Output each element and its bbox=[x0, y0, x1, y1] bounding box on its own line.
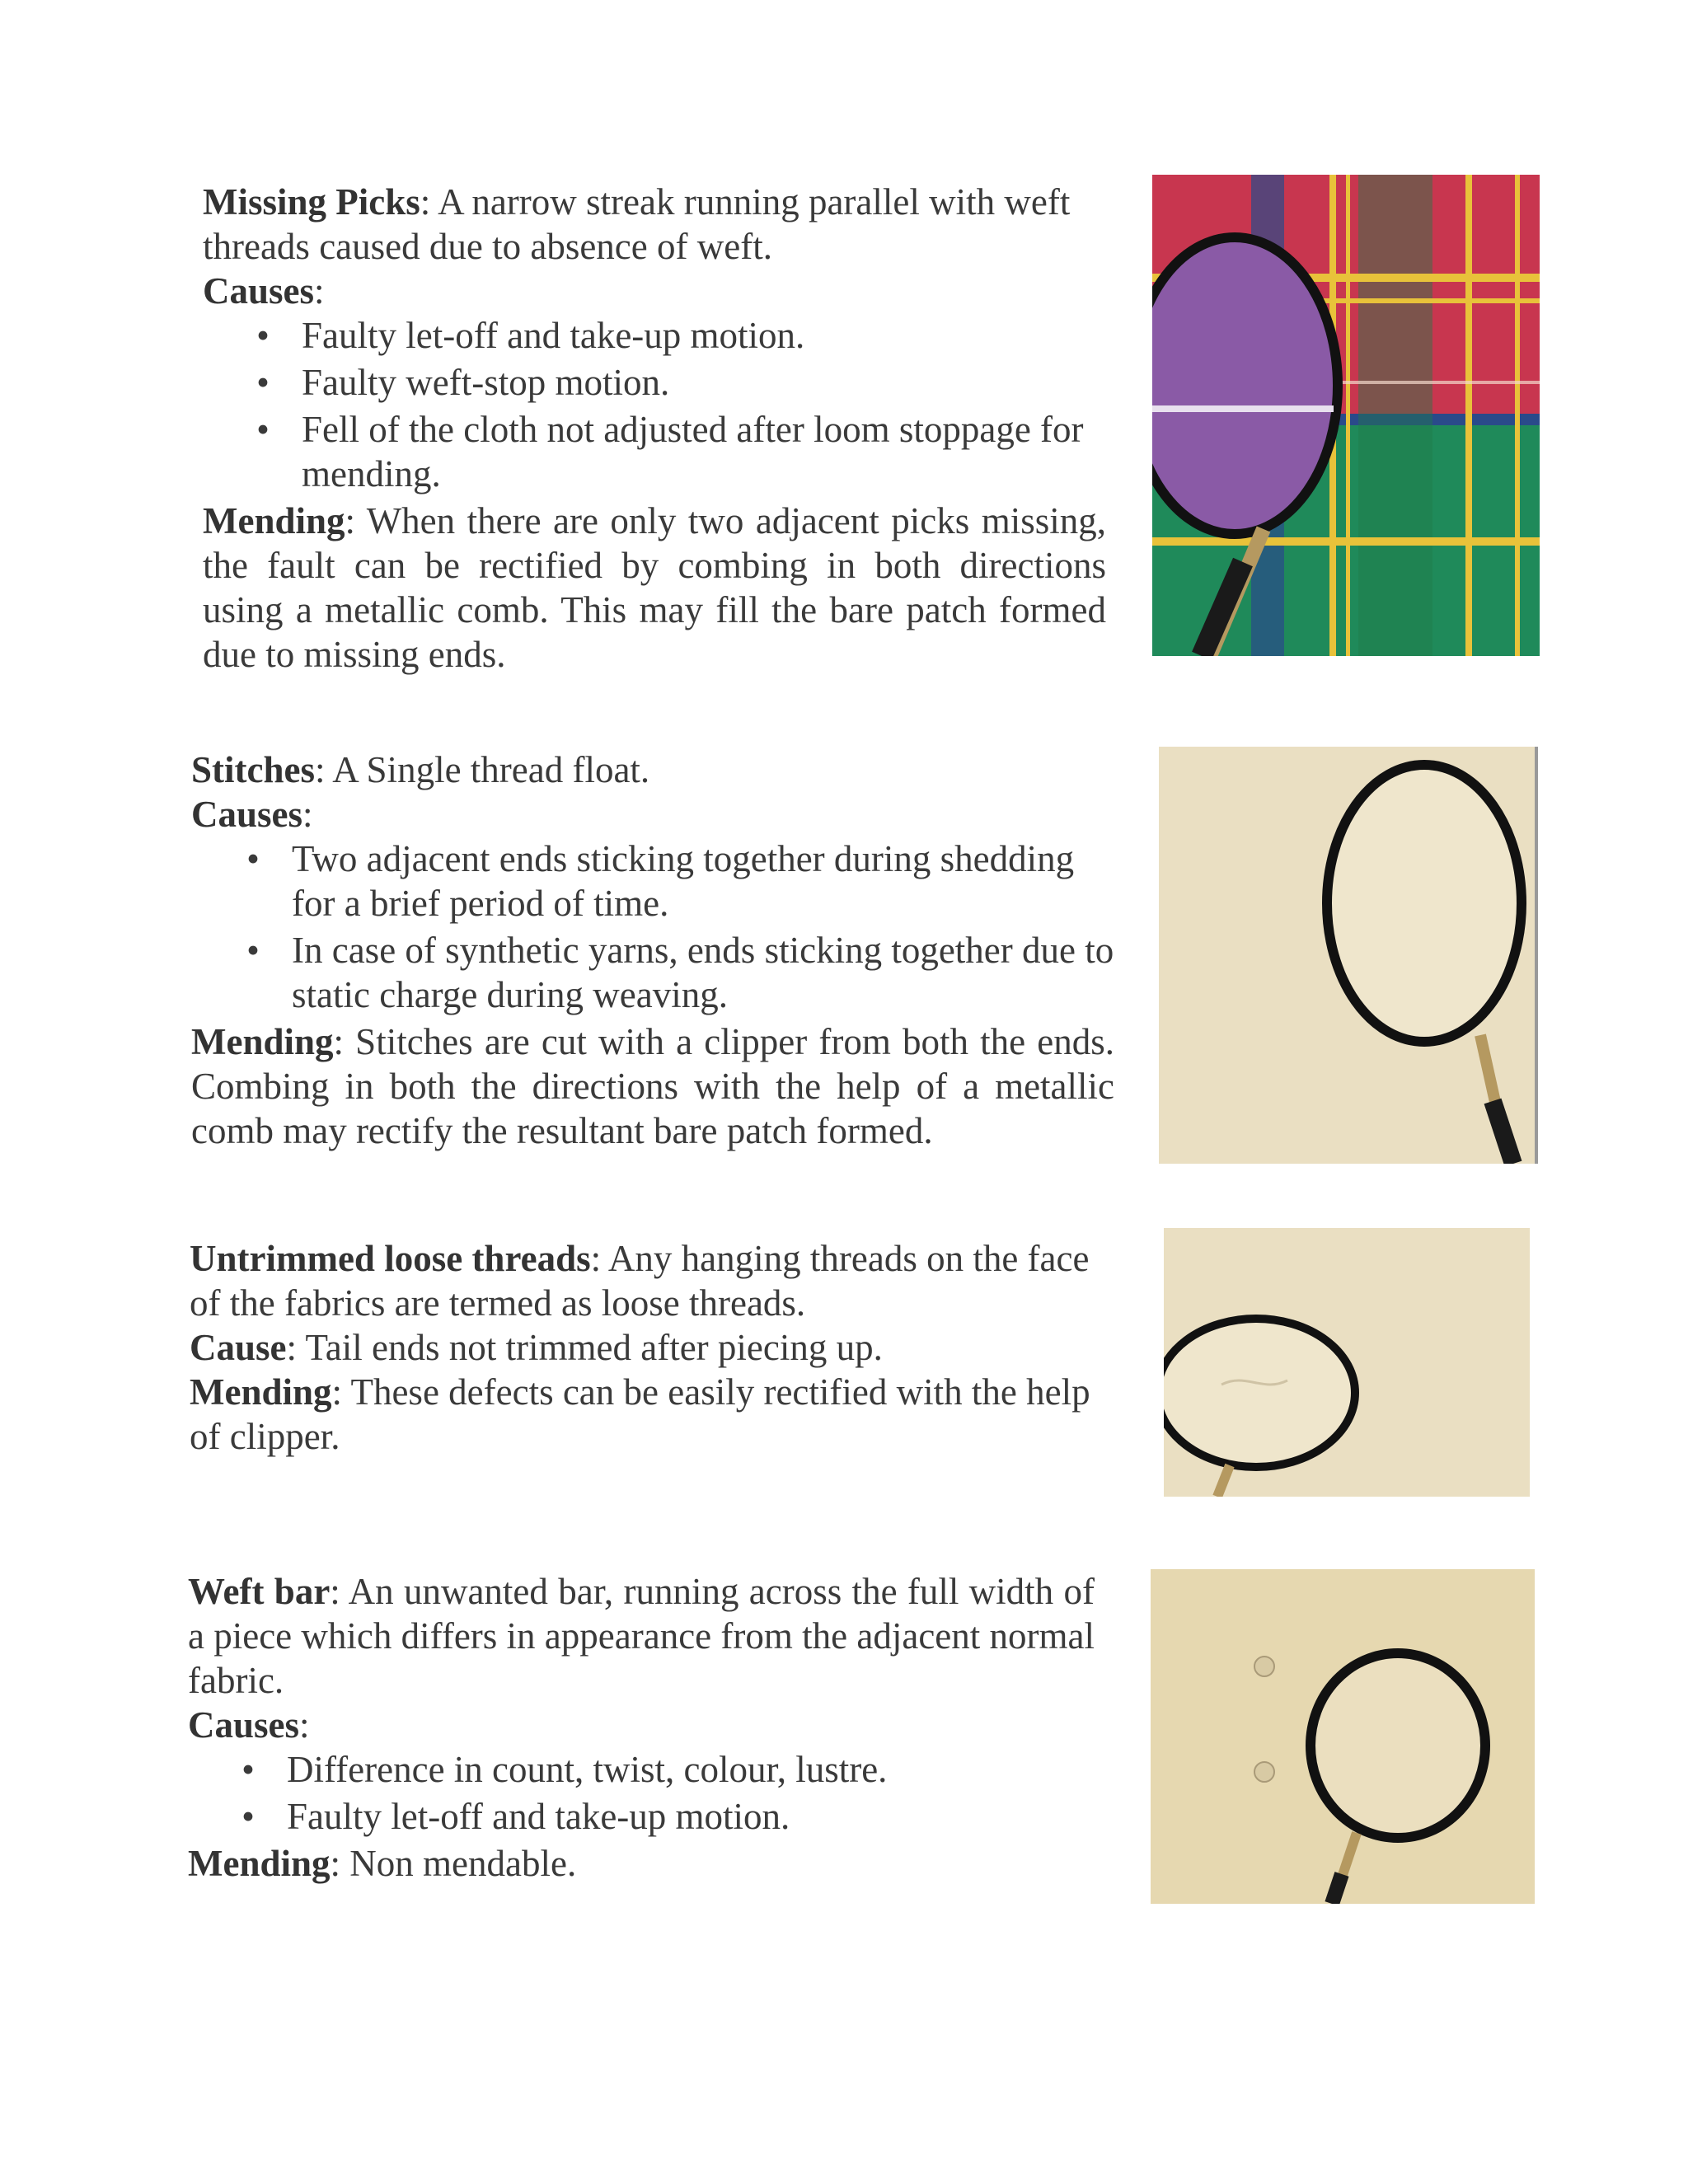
defect-description: : Any hanging threads on the face of the fabrics are termed as loose threads. bbox=[190, 1238, 1090, 1324]
bullet-icon: • bbox=[241, 1796, 255, 1837]
causes-label: Causes bbox=[203, 270, 315, 312]
list-item: • Difference in count, twist, colour, lustre. bbox=[287, 1747, 1095, 1792]
bullet-icon: • bbox=[246, 838, 260, 879]
defect-title: Missing Picks bbox=[203, 181, 420, 223]
definition-paragraph bbox=[190, 1236, 1121, 1325]
defect-title: Stitches bbox=[191, 749, 315, 790]
bullet-icon: • bbox=[256, 315, 270, 356]
mending-label: Mending bbox=[203, 500, 345, 541]
causes-label: Causes bbox=[191, 794, 303, 835]
mending-label: Mending bbox=[191, 1021, 334, 1062]
mending-paragraph: Mending: Non mendable. bbox=[188, 1843, 577, 1884]
causes-heading: Causes: bbox=[203, 270, 325, 312]
definition-paragraph bbox=[203, 180, 1106, 269]
missing-picks-image bbox=[1152, 175, 1540, 656]
bullet-icon: • bbox=[246, 930, 260, 971]
weft-bar-image bbox=[1151, 1569, 1535, 1904]
definition-paragraph bbox=[188, 1569, 1095, 1703]
mending-label: Mending bbox=[188, 1843, 331, 1884]
mending-paragraph: Mending: Stitches are cut with a clipper from both the ends. Combing in both the directions with the help of a metallic comb may rectify the resultant bare patch formed. bbox=[191, 1021, 1114, 1151]
bullet-icon: • bbox=[256, 409, 270, 450]
stitches-image bbox=[1159, 747, 1538, 1164]
causes-label: Causes bbox=[188, 1704, 300, 1746]
list-item: • Faulty let-off and take-up motion. bbox=[287, 1794, 1095, 1839]
defect-title: Untrimmed loose threads bbox=[190, 1238, 591, 1279]
defect-description: : An unwanted bar, running across the full width of a piece which differs in appearance from the adjacent normal fabric. bbox=[188, 1571, 1095, 1701]
causes-list bbox=[203, 313, 1106, 496]
definition-paragraph bbox=[191, 748, 1114, 792]
defect-weft-bar bbox=[188, 1569, 1095, 1886]
defect-description: : A narrow streak running parallel with weft threads caused due to absence of weft. bbox=[203, 181, 1071, 267]
loose-threads-image bbox=[1164, 1228, 1530, 1497]
defect-missing-picks bbox=[203, 180, 1106, 677]
cause-paragraph: Cause: Tail ends not trimmed after piecing up. bbox=[190, 1327, 883, 1368]
defect-description: : A Single thread float. bbox=[315, 749, 650, 790]
mending-paragraph: Mending: When there are only two adjacent picks missing, the fault can be rectified by combing in both directions using a metallic comb. This may fill the bare patch formed due to missing ends. bbox=[203, 500, 1106, 675]
list-item: • Fell of the cloth not adjusted after loom stoppage for mending. bbox=[302, 407, 1106, 496]
causes-list bbox=[191, 837, 1114, 1017]
cause-label: Cause bbox=[190, 1327, 287, 1368]
mending-paragraph: Mending: These defects can be easily rectified with the help of clipper. bbox=[190, 1371, 1090, 1457]
list-item: • In case of synthetic yarns, ends sticking together due to static charge during weaving. bbox=[292, 928, 1114, 1017]
defect-title: Weft bar bbox=[188, 1571, 331, 1612]
list-item: • Faulty let-off and take-up motion. bbox=[302, 313, 1106, 358]
causes-heading: Causes: bbox=[188, 1704, 310, 1746]
defect-untrimmed-loose-threads bbox=[190, 1236, 1121, 1459]
defect-stitches bbox=[191, 748, 1114, 1153]
bullet-icon: • bbox=[256, 362, 270, 403]
mending-label: Mending bbox=[190, 1371, 332, 1413]
list-item: • Faulty weft-stop motion. bbox=[302, 360, 1106, 405]
causes-list bbox=[188, 1747, 1095, 1839]
causes-heading: Causes: bbox=[191, 794, 313, 835]
bullet-icon: • bbox=[241, 1749, 255, 1790]
list-item: • Two adjacent ends sticking together during shedding for a brief period of time. bbox=[292, 837, 1114, 926]
